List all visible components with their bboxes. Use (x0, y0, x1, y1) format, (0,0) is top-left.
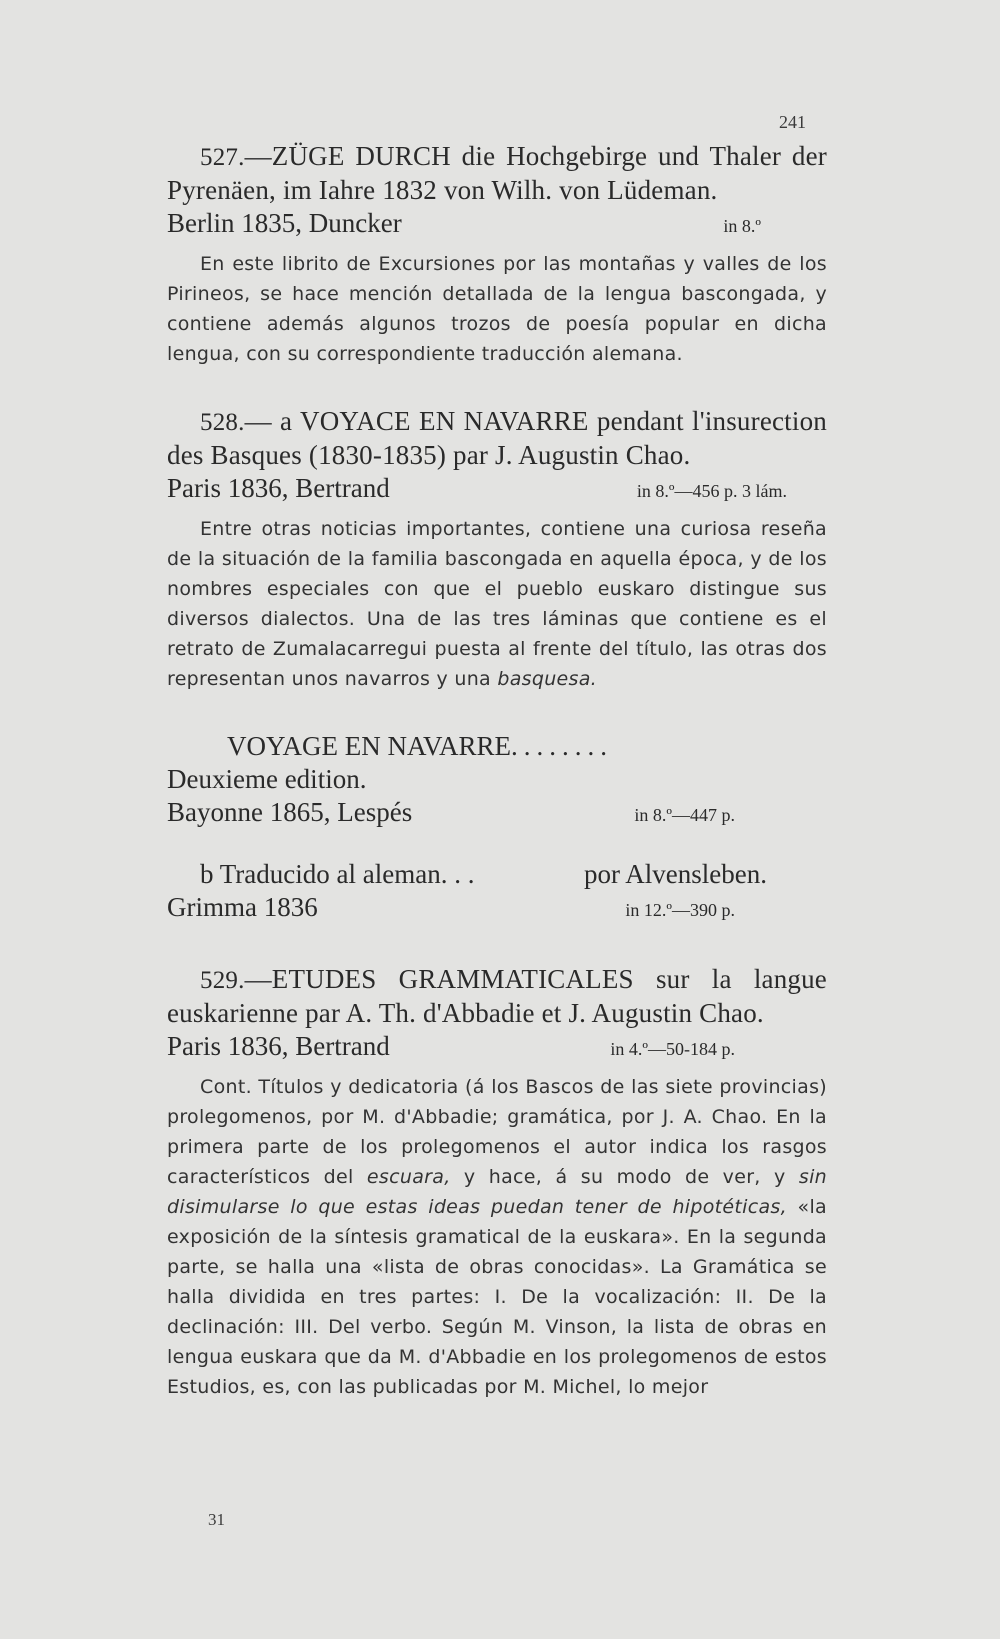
entry-529-note-part1: Cont. Títulos y dedicatoria (á los Bascos de las siete provincias) prolegomenos, por M. d'Abbadie; gramática, por J. A. Chao. En la primera parte de los prolegomenos el autor indica los rasgos característicos del (167, 1076, 827, 1188)
entry-528-publisher: Paris 1836, Bertrand (167, 473, 390, 503)
entry-528-imprint (167, 472, 827, 508)
entry-528-reprint-edition: Deuxieme edition. (167, 764, 367, 794)
entry-527-imprint (167, 207, 827, 243)
entry-528-reprint-imprint (167, 796, 827, 832)
entry-529-note-part2: y hace, á su modo de ver, y (450, 1166, 799, 1188)
entry-529-number: 529. (200, 967, 245, 994)
entry-527-note: En este librito de Excursiones por las montañas y valles de los Pirineos, se hace mención detallada de la lengua bascongada, y contiene además algunos trozos de poesía popular en dicha lengua, con su correspondiente traducción alemana. (167, 253, 827, 365)
reprint-format: in 8.º—447 p. (634, 805, 735, 825)
entry-527-title-text: —ZÜGE DURCH die Hochgebirge und Thaler der Pyrenäen, im Iahre 1832 von Wilh. von Lüdeman. (167, 141, 827, 205)
entry-527-format: in 8.º (723, 216, 761, 236)
entry-528-translation-imprint (167, 891, 827, 927)
entry-528-title-text: — a VOYACE EN NAVARRE pendant l'insurection des Basques (1830-1835) par J. Augustin Chao. (167, 406, 827, 470)
entry-528-title (167, 405, 827, 472)
reprint-publisher: Bayonne 1865, Lespés (167, 797, 413, 827)
entry-528-note-text: Entre otras noticias importantes, contiene una curiosa reseña de la situación de la familia bascongada en aquella época, y de los nombres especiales con que el pueblo euskaro distingue sus diversos dialectos. Una de las tres láminas que contiene es el retrato de Zumalacarregui puesta al frente del título, las otras dos representan unos navarros y una (167, 518, 827, 690)
entry-528-reprint-title (167, 730, 827, 763)
translation-translator: por Alvensleben. (584, 859, 767, 889)
translation-publisher: Grimma 1836 (167, 892, 318, 922)
entry-527-title (167, 140, 827, 207)
entry-527-publisher: Berlin 1835, Duncker (167, 208, 402, 238)
entry-528-number: 528. (200, 409, 245, 436)
reprint-title-text: VOYAGE EN NAVARRE (227, 731, 512, 761)
entry-529-note-italic1: escuara, (366, 1166, 451, 1188)
entry-529-title (167, 963, 827, 1030)
entry-529-title-text: —ETUDES GRAMMATICALES sur la langue euskarienne par A. Th. d'Abbadie et J. Augustin Chao. (167, 964, 827, 1028)
entry-528-note (167, 514, 827, 694)
translation-format: in 12.º—390 p. (625, 900, 735, 920)
entry-529-note-italic2: sin disimularse lo que estas ideas puedan tener de hipotéticas, (167, 1166, 827, 1218)
entry-529-publisher: Paris 1836, Bertrand (167, 1031, 390, 1061)
entry-529-format: in 4.º—50-184 p. (610, 1039, 735, 1059)
entry-529-note-part3: «la exposición de la síntesis gramatical de la euskara». En la segunda parte, se halla una «lista de obras conocidas». La Gramática se halla dividida en tres partes: I. De la vocalización: II. De la declinación: III. Del verbo. Según M. Vinson, la lista de obras en lengua euskara que da M. d'Abbadie en los prolegomenos de estos Estudios, es, con las publicadas por M. Michel, lo mejor (167, 1196, 828, 1398)
reprint-dots: ........ (511, 731, 614, 761)
entry-528-note-italic: basquesa. (497, 668, 598, 690)
translation-label: b Traducido al aleman. . . (200, 859, 475, 889)
page-content (167, 140, 827, 1402)
entry-527-number: 527. (200, 144, 245, 171)
entry-529-imprint (167, 1030, 827, 1066)
entry-529-note (167, 1072, 827, 1402)
entry-528-translation (167, 858, 827, 891)
page-number: 241 (779, 112, 806, 132)
signature-mark: 31 (208, 1510, 225, 1529)
entry-528-format: in 8.º—456 p. 3 lám. (636, 481, 787, 501)
